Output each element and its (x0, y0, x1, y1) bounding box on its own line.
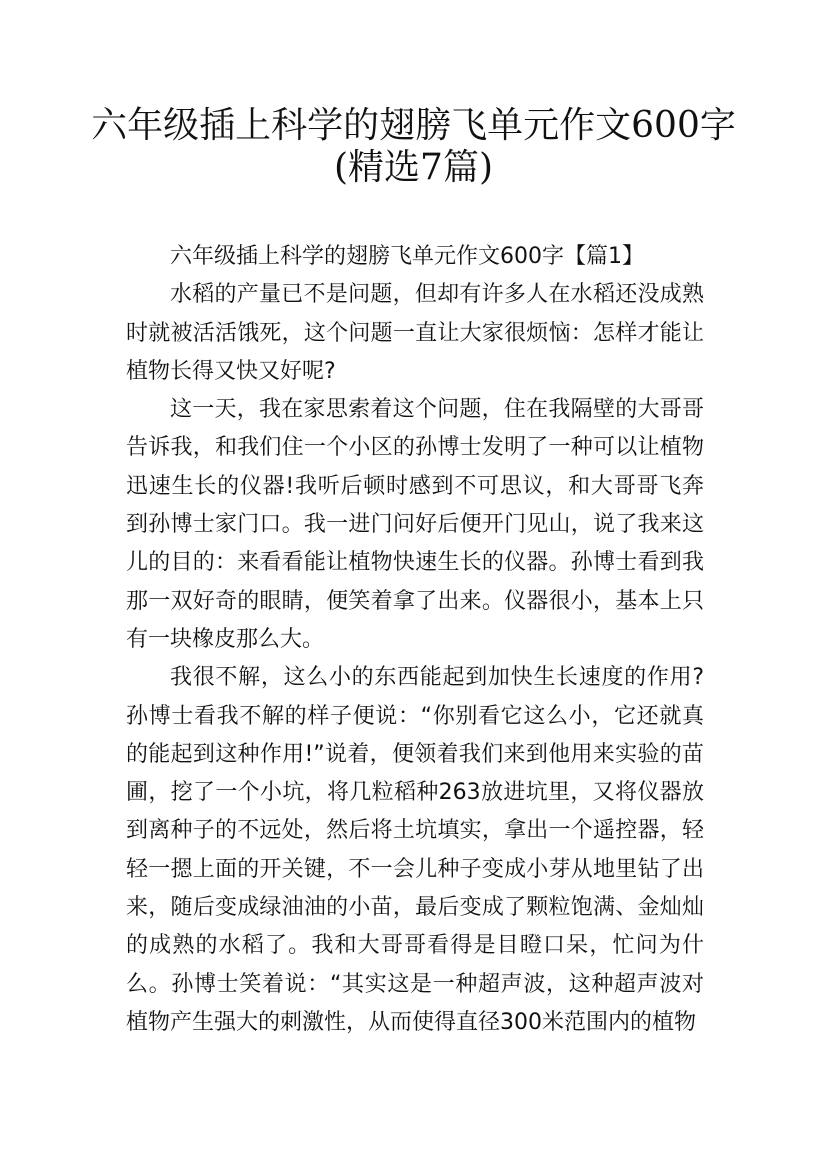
document-body (126, 238, 704, 1042)
section-heading: 六年级插上科学的翅膀飞单元作文600字【篇1】 (170, 244, 644, 269)
paragraph-3: 我很不解，这么小的东西能起到加快生长速度的作用?孙博士看我不解的样子便说：“你别看它这么小，它还就真的能起到这种作用!”说着，便领着我们来到他用来实验的苗圃，挖了一个小坑，将几粒稻种263放进坑里，又将仪器放到离种子的不远处，然后将土坑填实，拿出一个遥控器，轻轻一摁上面的开关键，不一会儿种子变成小芽从地里钻了出来，随后变成绿油油的小苗，最后变成了颗粒饱满、金灿灿的成熟的水稻了。我和大哥哥看得是目瞪口呆，忙问为什么。孙博士笑着说：“其实这是一种超声波，这种超声波对植物产生强大的刺激性，从而使得直径300米范围内的植物 (126, 665, 704, 1035)
document-title-line-2: (精选7篇) (334, 147, 493, 188)
document-title-line-1: 六年级插上科学的翅膀飞单元作文600字 (91, 105, 736, 146)
paragraph-2: 这一天，我在家思索着这个问题，住在我隔壁的大哥哥告诉我，和我们住一个小区的孙博士发明了一种可以让植物迅速生长的仪器!我听后顿时感到不可思议，和大哥哥飞奔到孙博士家门口。我一进门问好后便开门见山，说了我来这儿的目的：来看看能让植物快速生长的仪器。孙博士看到我那一双好奇的眼睛，便笑着拿了出来。仪器很小，基本上只有一块橡皮那么大。 (126, 397, 704, 652)
paragraph-1: 水稻的产量已不是问题，但却有许多人在水稻还没成熟时就被活活饿死，这个问题一直让大家很烦恼：怎样才能让植物长得又快又好呢? (126, 282, 704, 384)
